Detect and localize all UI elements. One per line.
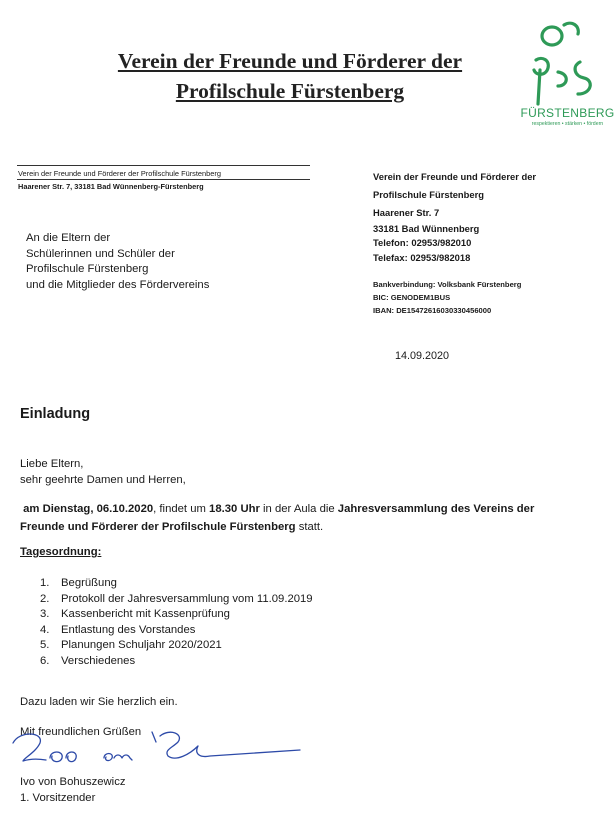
agenda-item bbox=[40, 592, 313, 608]
org-phone: Telefon: 02953/982010 bbox=[373, 237, 472, 248]
agenda-item bbox=[40, 654, 313, 670]
agenda-number: 5. bbox=[40, 639, 50, 651]
agenda-number: 1. bbox=[40, 577, 50, 589]
org-city: 33181 Bad Wünnenberg bbox=[373, 223, 480, 234]
meeting-time: 18.30 Uhr bbox=[209, 503, 260, 515]
letter-heading: Einladung bbox=[20, 406, 91, 422]
agenda-list bbox=[40, 576, 313, 669]
invitation-text: in der Aula die bbox=[259, 503, 338, 515]
bank-bic: BIC: GENODEM1BUS bbox=[373, 293, 451, 302]
salutation-line-1: Liebe Eltern, bbox=[20, 458, 84, 470]
sender-rule-bottom bbox=[17, 179, 310, 180]
agenda-heading: Tagesordnung: bbox=[20, 546, 102, 558]
agenda-number: 3. bbox=[40, 608, 50, 620]
agenda-number: 6. bbox=[40, 654, 50, 667]
recipient-line: Profilschule Fürstenberg bbox=[26, 263, 149, 276]
title-line-1: Verein der Freunde und Förderer der bbox=[117, 49, 463, 73]
bank-name: Bankverbindung: Volksbank Fürstenberg bbox=[373, 280, 522, 289]
agenda-text: Verschiedenes bbox=[61, 654, 136, 667]
org-name-1: Verein der Freunde und Förderer der bbox=[373, 171, 537, 182]
closing-invite: Dazu laden wir Sie herzlich ein. bbox=[20, 696, 178, 708]
signer-role: 1. Vorsitzender bbox=[20, 792, 96, 804]
org-street: Haarener Str. 7 bbox=[373, 207, 440, 218]
logo-wordmark: FÜRSTENBERG bbox=[520, 106, 615, 120]
recipient-line: und die Mitglieder des Fördervereins bbox=[26, 278, 210, 291]
agenda-text: Planungen Schuljahr 2020/2021 bbox=[61, 639, 222, 651]
letter-title bbox=[60, 46, 520, 106]
invitation-text: statt. bbox=[295, 520, 324, 533]
bank-iban: IBAN: DE15472616030330456000 bbox=[373, 306, 492, 315]
org-name-2: Profilschule Fürstenberg bbox=[373, 189, 484, 200]
recipient-address bbox=[26, 231, 209, 293]
meeting-name: Jahresversammlung des Vereins der Freunde und Förderer der Profilschule Fürstenberg bbox=[20, 503, 535, 533]
recipient-line: An die Eltern der bbox=[26, 232, 111, 244]
agenda-text: Protokoll der Jahresversammlung vom 11.09.2019 bbox=[61, 592, 313, 605]
agenda-item bbox=[40, 576, 313, 592]
agenda-number: 4. bbox=[40, 623, 50, 636]
agenda-item bbox=[40, 623, 313, 639]
agenda-item bbox=[40, 638, 313, 654]
closing-greeting: Mit freundlichen Grüßen bbox=[20, 726, 142, 738]
title-line-2: Profilschule Fürstenberg bbox=[175, 79, 405, 103]
sender-line-1: Verein der Freunde und Förderer der Profilschule Fürstenberg bbox=[18, 169, 221, 178]
handwritten-signature bbox=[10, 728, 310, 774]
meeting-date: am Dienstag, 06.10.2020 bbox=[23, 503, 154, 515]
agenda-text: Kassenbericht mit Kassenprüfung bbox=[61, 608, 230, 620]
letter-date: 14.09.2020 bbox=[395, 350, 450, 362]
invitation-paragraph bbox=[20, 501, 560, 536]
logo-tagline: respektieren • stärken • fördern bbox=[531, 121, 604, 127]
agenda-item bbox=[40, 607, 313, 623]
agenda-text: Entlastung des Vorstandes bbox=[61, 623, 196, 636]
signer-name: Ivo von Bohuszewicz bbox=[20, 776, 126, 788]
org-fax: Telefax: 02953/982018 bbox=[373, 252, 471, 263]
recipient-line: Schülerinnen und Schüler der bbox=[26, 247, 175, 260]
sender-line-2: Haarener Str. 7, 33181 Bad Wünnenberg-Fürstenberg bbox=[18, 182, 204, 191]
sender-rule-top bbox=[17, 165, 310, 166]
salutation-line-2: sehr geehrte Damen und Herren, bbox=[20, 474, 186, 486]
agenda-number: 2. bbox=[40, 592, 50, 605]
agenda-text: Begrüßung bbox=[61, 577, 117, 589]
invitation-text: , findet um bbox=[153, 503, 210, 515]
